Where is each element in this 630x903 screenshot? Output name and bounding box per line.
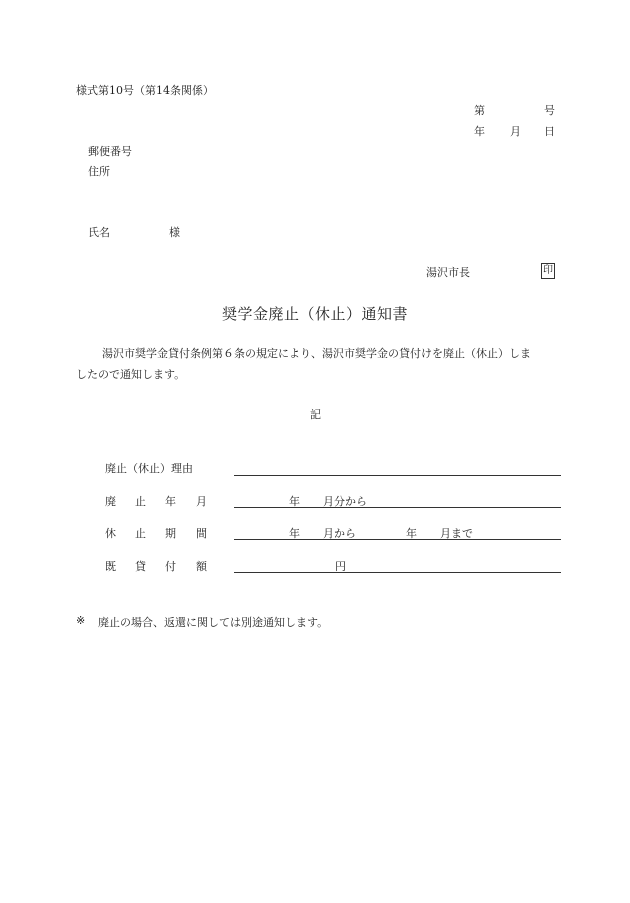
doc-number-go: 号 xyxy=(544,104,555,117)
suspend-month-until: 月まで xyxy=(440,527,473,540)
abolish-label-char-2: 止 xyxy=(135,495,146,508)
date-day: 日 xyxy=(544,125,555,138)
abolish-label-char-4: 月 xyxy=(196,495,207,508)
body-line-1: 湯沢市奨学金貸付条例第６条の規定により、湯沢市奨学金の貸付けを廃止（休止）しま xyxy=(102,347,531,360)
postal-code-label: 郵便番号 xyxy=(88,145,132,158)
suspend-label-char-1: 休 xyxy=(105,527,116,540)
suspend-year-start: 年 xyxy=(289,527,300,540)
loaned-label-char-3: 付 xyxy=(165,560,176,573)
abolish-year: 年 xyxy=(289,495,300,508)
note-text: 廃止の場合、返還に関しては別途通知します。 xyxy=(98,616,329,629)
reason-label: 廃止（休止）理由 xyxy=(105,462,193,475)
loaned-unit: 円 xyxy=(335,560,346,573)
loaned-label-char-4: 額 xyxy=(196,560,207,573)
seal-stamp: 印 xyxy=(541,263,555,279)
loaned-underline xyxy=(234,572,561,573)
ki-marker: 記 xyxy=(310,408,321,421)
address-label: 住所 xyxy=(88,165,110,178)
note-mark: ※ xyxy=(76,614,86,627)
doc-number-dai: 第 xyxy=(474,104,485,117)
suspend-label-char-4: 間 xyxy=(196,527,207,540)
date-year: 年 xyxy=(474,125,485,138)
honorific: 様 xyxy=(169,226,180,239)
suspend-label-char-3: 期 xyxy=(165,527,176,540)
abolish-label-char-1: 廃 xyxy=(105,495,116,508)
suspend-month-from: 月から xyxy=(323,527,356,540)
abolish-label-char-3: 年 xyxy=(165,495,176,508)
loaned-label-char-1: 既 xyxy=(105,560,116,573)
issuer-title: 湯沢市長 xyxy=(426,266,470,279)
name-label: 氏名 xyxy=(88,226,110,239)
suspend-label-char-2: 止 xyxy=(135,527,146,540)
reason-underline xyxy=(234,475,561,476)
suspend-year-end: 年 xyxy=(406,527,417,540)
date-month: 月 xyxy=(510,125,521,138)
abolish-underline xyxy=(234,507,561,508)
form-id: 様式第10号（第14条関係） xyxy=(76,84,214,97)
abolish-month-from: 月分から xyxy=(323,495,367,508)
document-title: 奨学金廃止（休止）通知書 xyxy=(221,305,408,323)
loaned-label-char-2: 貸 xyxy=(135,560,146,573)
body-line-2: したので通知します。 xyxy=(76,368,186,381)
suspend-underline xyxy=(234,539,561,540)
